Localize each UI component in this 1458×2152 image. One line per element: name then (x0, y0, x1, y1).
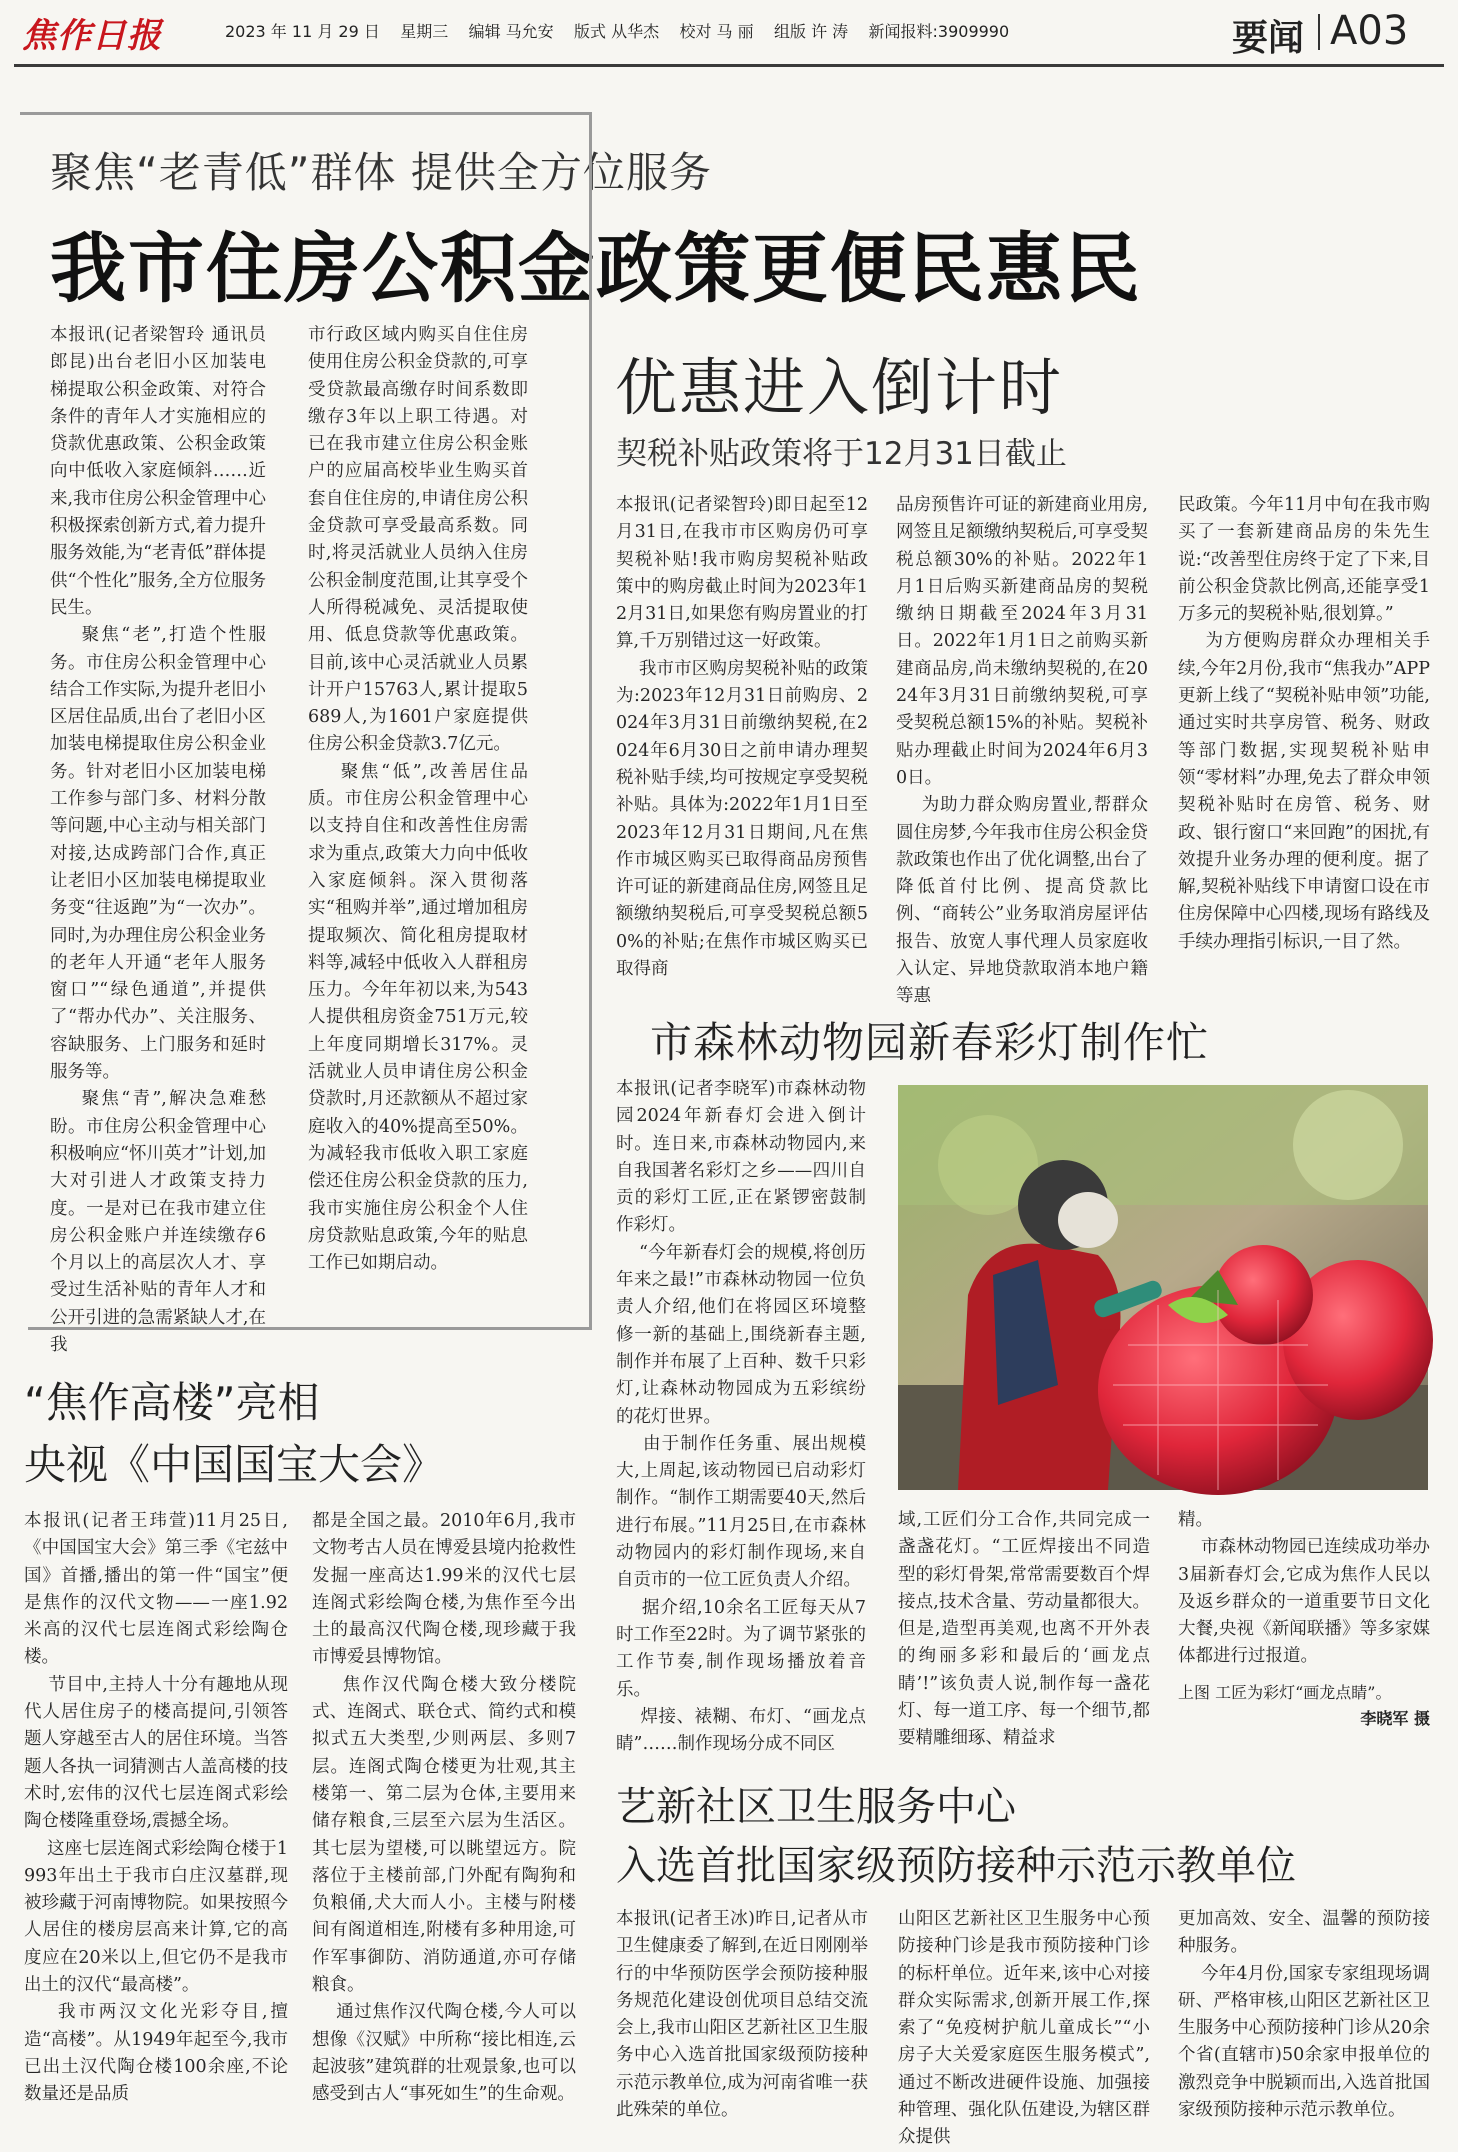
lead-frame-top (20, 112, 592, 115)
tax-title: 优惠进入倒计时 (615, 351, 1064, 424)
tower-col1: 本报讯(记者王玮萱)11月25日,《中国国宝大会》第三季《宅兹中国》首播,播出的第一件“国宝”便是焦作的汉代文物——一座1.92米高的汉代七层连阁式彩绘陶仓楼。 节目中,主持人十分有趣地从现代人居住房子的楼高提问,引领答题人穿越至古人的居住环境。当答题人各执一词猜测古人盖高楼的技术时,宏伟的汉代七层连阁式彩绘陶仓楼隆重登场,震撼全场。 这座七层连阁式彩绘陶仓楼于1993年出土于我市白庄汉墓群,现被珍藏于河南博物院。如果按照今人居住的楼房层高来计算,它的高度应在20米以上,但它仍不是我市出土的汉代“最高楼”。 我市两汉文化光彩夺目,擅造“高楼”。从1949年起至今,我市已出土汉代陶仓楼100余座,不论数量还是品质 (24, 1511, 288, 2105)
tax-col3: 民政策。今年11月中旬在我市购买了一套新建商品房的朱先生说:“改善型住房终于定了下来,目前公积金贷款比例高,还能享受1万多元的契税补贴,很划算。” 为方便购房群众办理相关手续,今年2月份,我市“焦我办”APP更新上线了“契税补贴申领”功能,通过实时共享房管、税务、财政等部门数据,实现契税补贴申领“零材料”办理,免去了群众申领契税补贴时在房管、税务、财政、银行窗口“来回跑”的困扰,有效提升业务办理的便利度。据了解,契税补贴线下申请窗口设在市住房保障中心四楼,现场有路线及手续办理指引标识,一目了然。 (1178, 495, 1430, 952)
page-number: A03 (1330, 8, 1409, 54)
clinic-col3: 更加高效、安全、温馨的预防接种服务。 今年4月份,国家专家组现场调研、严格审核,山阳区艺新社区卫生服务中心预防接种门诊从20余个省(直辖市)50余家申报单位的激烈竞争中脱颖而出,入选首批国家级预防接种示范示教单位。 (1178, 1909, 1430, 2121)
section-name: 要闻 (1232, 18, 1305, 59)
lead-title: 我市住房公积金政策更便民惠民 (50, 224, 1142, 313)
tax-col1: 本报讯(记者梁智玲)即日起至12月31日,在我市市区购房仍可享契税补贴!我市购房契税补贴政策中的购房截止时间为2023年12月31日,如果您有购房置业的打算,千万别错过这一好政策。 我市市区购房契税补贴的政策为:2023年12月31日前购房、2024年3月31日前缴纳契税,在2024年6月30日之前申请办理契税补贴手续,均可按规定享受契税补贴。具体为:2022年1月1日至2023年12月31日期间,凡在焦作市城区购买已取得商品房预售许可证的新建商品住房,网签且足额缴纳契税后,可享受契税总额50%的补贴;在焦作市城区购买已取得商 (616, 495, 868, 980)
photo-credit: 李晓军 摄 (1360, 1709, 1430, 1728)
tower-title-line1: “焦作高楼”亮相 (24, 1378, 320, 1427)
newspaper-logo: 焦作日报 (22, 16, 162, 56)
clinic-title-line1: 艺新社区卫生服务中心 (616, 1784, 1016, 1830)
clinic-col1: 本报讯(记者王冰)昨日,记者从市卫生健康委了解到,在近日刚刚举行的中华预防医学会预防接种服务规范化建设创优项目总结交流会上,我市山阳区艺新社区卫生服务中心入选首批国家级预防接种示范示教单位,成为河南省唯一获此殊荣的单位。 (616, 1909, 868, 2121)
masthead (0, 0, 1458, 62)
lantern-col2: 域,工匠们分工合作,共同完成一盏盏花灯。“工匠焊接出不同造型的彩灯骨架,常常需要数百个焊接点,技术含量、劳动量都很大。但是,造型再美观,也离不开外表的绚丽多彩和最后的‘画龙点睛’!”该负责人说,制作每一盏花灯、每一道工序、每一个细节,都要精雕细琢、精益求 (898, 1510, 1150, 1749)
section-divider (1318, 14, 1320, 50)
lantern-title: 市森林动物园新春彩灯制作忙 (650, 1018, 1210, 1067)
masthead-rule (14, 64, 1444, 67)
clinic-title-line2: 入选首批国家级预防接种示范示教单位 (616, 1843, 1296, 1889)
lantern-col3: 精。 市森林动物园已连续成功举办3届新春灯会,它成为焦作人民以及返乡群众的一道重要节日文化大餐,央视《新闻联播》等多家媒体都进行过报道。 (1178, 1510, 1430, 1667)
clinic-col2: 山阳区艺新社区卫生服务中心预防接种门诊是我市预防接种门诊的标杆单位。近年来,该中心对接群众实际需求,创新开展工作,探索了“免疫树护航儿童成长”“小房子大关爱家庭医生服务模式”,通过不断改进硬件设施、加强接种管理、强化队伍建设,为辖区群众提供 (898, 1909, 1150, 2148)
masthead-info (225, 19, 1009, 42)
photo-caption-text: 上图 工匠为彩灯“画龙点睛”。 (1178, 1683, 1392, 1702)
lead-story-col2: 市行政区域内购买自住住房使用住房公积金贷款的,可享受贷款最高缴存时间系数即缴存3年以上职工待遇。对已在我市建立住房公积金账户的应届高校毕业生购买首套自住住房的,申请住房公积金贷款可享受最高系数。同时,将灵活就业人员纳入住房公积金制度范围,让其享受个人所得税减免、灵活提取使用、低息贷款等优惠政策。目前,该中心灵活就业人员累计开户15763人,累计提取5689人,为1601户家庭提供住房公积金贷款3.7亿元。 聚焦“低”,改善居住品质。市住房公积金管理中心以支持自住和改善性住房需求为重点,政策大力向中低收入家庭倾斜。深入贯彻落实“租购并举”,通过增加租房提取频次、简化租房提取材料等,减轻中低收入人群租房压力。今年年初以来,为543人提供租房资金751万元,较上年度同期增长317%。灵活就业人员申请住房公积金贷款时,月还款额从不超过家庭收入的40%提高至50%。为减轻我市低收入职工家庭偿还住房公积金贷款的压力,我市实施住房公积金个人住房贷款贴息政策,今年的贴息工作已如期启动。 (308, 325, 528, 1274)
group-credit: 组版 许 涛 (773, 22, 849, 41)
layout-credit: 版式 从华杰 (574, 22, 660, 41)
issue-weekday: 星期三 (400, 22, 449, 41)
lantern-photo (898, 1085, 1428, 1490)
issue-date: 2023 年 11 月 29 日 (225, 22, 380, 41)
editor-credit: 编辑 马允安 (468, 22, 554, 41)
lantern-col1: 本报讯(记者李晓军)市森林动物园2024年新春灯会进入倒计时。连日来,市森林动物园内,来自我国著名彩灯之乡——四川自贡的彩灯工匠,正在紧锣密鼓制作彩灯。 “今年新春灯会的规模,将创历年来之最!”市森林动物园一位负责人介绍,他们在将园区环境整修一新的基础上,围绕新春主题,制作并布展了上百种、数千只彩灯,让森林动物园成为五彩缤纷的花灯世界。 由于制作任务重、展出规模大,上周起,该动物园已启动彩灯制作。“制作工期需要40天,然后进行布展。”11月25日,在市森林动物园内的彩灯制作现场,来自自贡市的一位工匠负责人介绍。 据介绍,10余名工匠每天从7时工作至22时。为了调节紧张的工作节奏,制作现场播放着音乐。 焊接、裱糊、布灯、“画龙点睛”……制作现场分成不同区 (616, 1079, 866, 1755)
tower-title-line2: 央视《中国国宝大会》 (24, 1440, 445, 1489)
tower-col2: 都是全国之最。2010年6月,我市文物考古人员在博爱县境内抢救性发掘一座高达1.99米的汉代七层连阁式彩绘陶仓楼,为焦作至今出土的最高汉代陶仓楼,现珍藏于我市博爱县博物馆。 焦作汉代陶仓楼大致分楼院式、连阁式、联仓式、简约式和模拟式五大类型,少则两层、多则7层。连阁式陶仓楼更为壮观,其主楼第一、第二层为仓体,主要用来储存粮食,三层至六层为生活区。其七层为望楼,可以眺望远方。院落位于主楼前部,门外配有陶狗和负粮俑,犬大而人小。主楼与附楼间有阁道相连,附楼有多种用途,可作军事御防、消防通道,亦可存储粮食。 通过焦作汉代陶仓楼,今人可以想像《汉赋》中所称“接比相连,云起波骇”建筑群的壮观景象,也可以感受到古人“事死如生”的生命观。 (312, 1511, 576, 2105)
tax-col2: 品房预售许可证的新建商业用房,网签且足额缴纳契税后,可享受契税总额30%的补贴。2022年1月1日后购买新建商品房的契税缴纳日期截至2024年3月31日。2022年1月1日之前购买新建商品房,尚未缴纳契税的,在2024年3月31日前缴纳契税,可享受契税总额15%的补贴。契税补贴办理截止时间为2024年6月30日。 为助力群众购房置业,帮群众圆住房梦,今年我市住房公积金贷款政策也作出了优化调整,出台了降低首付比例、提高贷款比例、“商转公”业务取消房屋评估报告、放宽人事代理人员家庭收入认定、异地贷款取消本地户籍等惠 (896, 495, 1148, 1007)
lead-story-col1: 本报讯(记者梁智玲 通讯员郎昆)出台老旧小区加装电梯提取公积金政策、对符合条件的青年人才实施相应的贷款优惠政策、公积金政策向中低收入家庭倾斜……近来,我市住房公积金管理中心积极探索创新方式,着力提升服务效能,为“老青低”群体提供“个性化”服务,全方位服务民生。 聚焦“老”,打造个性服务。市住房公积金管理中心结合工作实际,为提升老旧小区居住品质,出台了老旧小区加装电梯提取住房公积金业务。针对老旧小区加装电梯工作参与部门多、材料分散等问题,中心主动与相关部门对接,达成跨部门合作,真正让老旧小区加装电梯提取业务变“往返跑”为“一次办”。同时,为办理住房公积金业务的老年人开通“老年人服务窗口”“绿色通道”,并提供了“帮办代办”、关注服务、容缺服务、上门服务和延时服务等。 聚焦“青”,解决急难愁盼。市住房公积金管理中心积极响应“怀川英才”计划,加大对引进人才政策支持力度。一是对已在我市建立住房公积金账户并连续缴存6个月以上的高层次人才、享受过生活补贴的青年人才和公开引进的急需紧缺人才,在我 (50, 325, 266, 1355)
tax-subtitle: 契税补贴政策将于12月31日截止 (616, 436, 1067, 472)
lantern-photo-caption (1178, 1680, 1430, 1732)
proofread-credit: 校对 马 丽 (679, 22, 754, 41)
news-hotline: 新闻报料:3909990 (868, 22, 1010, 41)
lead-kicker: 聚焦“老青低”群体 提供全方位服务 (50, 148, 712, 197)
